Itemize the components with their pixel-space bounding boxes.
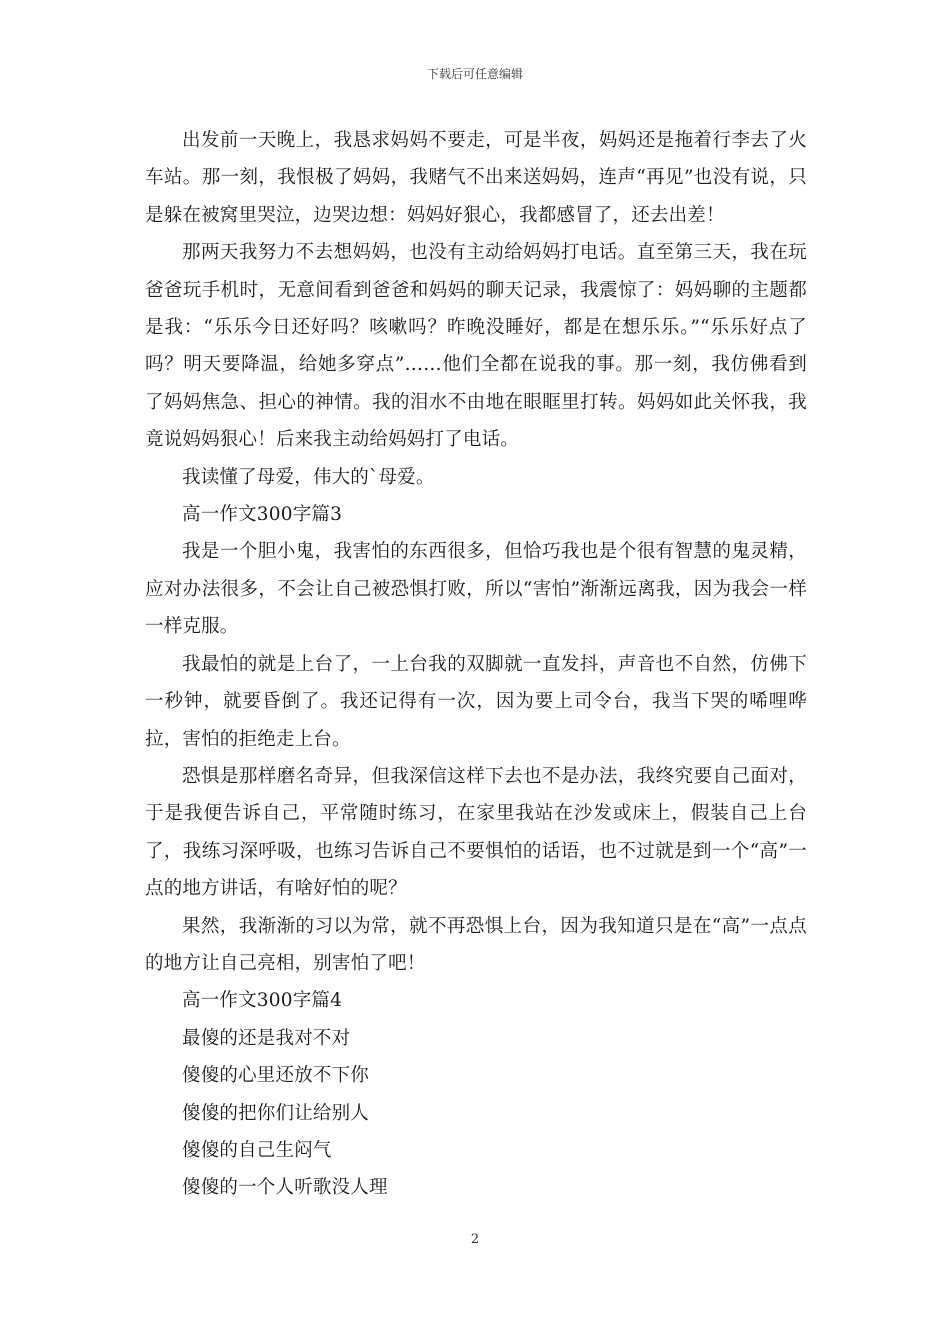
paragraph: 我读懂了母爱，伟大的`母爱。 xyxy=(182,466,435,488)
poem-line: 傻傻的一个人听歌没人理 xyxy=(182,1177,388,1199)
poem-line: 最傻的还是我对不对 xyxy=(182,1027,351,1049)
poem-line: 傻傻的自己生闷气 xyxy=(182,1139,332,1161)
paragraph: 果然，我渐渐的习以为常，就不再恐惧上台，因为我知道只是在“高”一点点的地方让自己亮相，别害怕了吧！ xyxy=(145,915,807,974)
paragraph: 我最怕的就是上台了，一上台我的双脚就一直发抖，声音也不自然，仿佛下一秒钟，就要昏倒了。我还记得有一次，因为要上司令台，我当下哭的唏哩哗拉，害怕的拒绝走上台。 xyxy=(145,653,807,750)
paragraph: 我是一个胆小鬼，我害怕的东西很多，但恰巧我也是个很有智慧的鬼灵精，应对办法很多，不会让自己被恐惧打败，所以“害怕”渐渐远离我，因为我会一样一样克服。 xyxy=(145,541,807,638)
poem-line: 傻傻的心里还放不下你 xyxy=(182,1065,370,1087)
paragraph: 出发前一天晚上，我恳求妈妈不要走，可是半夜，妈妈还是拖着行李去了火车站。那一刻，我恨极了妈妈，我赌气不出来送妈妈，连声“再见”也没有说，只是躲在被窝里哭泣，边哭边想：妈妈好狠心，我都感冒了，还去出差！ xyxy=(145,130,807,226)
document-body xyxy=(145,122,807,1207)
page-number: 2 xyxy=(470,1232,480,1247)
page-header: 下载后可任意编辑 xyxy=(426,67,523,81)
section-heading: 高一作文300字篇4 xyxy=(182,990,343,1012)
paragraph: 那两天我努力不去想妈妈，也没有主动给妈妈打电话。直至第三天，我在玩爸爸玩手机时，无意间看到爸爸和妈妈的聊天记录，我震惊了：妈妈聊的主题都是我：“乐乐今日还好吗？咳嗽吗？昨晚没睡好，都是在想乐乐。”“乐乐好点了吗？明天要降温，给她多穿点”……他们全都在说我的事。那一刻，我仿佛看到了妈妈焦急、担心的神情。我的泪水不由地在眼眶里打转。妈妈如此关怀我，我竟说妈妈狠心！后来我主动给妈妈打了电话。 xyxy=(145,242,807,451)
paragraph: 恐惧是那样磨名奇异，但我深信这样下去也不是办法，我终究要自己面对，于是我便告诉自己，平常随时练习，在家里我站在沙发或床上，假装自己上台了，我练习深呼吸，也练习告诉自己不要惧怕的话语，也不过就是到一个“高”一点的地方讲话，有啥好怕的呢？ xyxy=(145,765,807,900)
poem-line: 傻傻的把你们让给别人 xyxy=(182,1102,370,1124)
section-heading: 高一作文300字篇3 xyxy=(182,504,343,526)
